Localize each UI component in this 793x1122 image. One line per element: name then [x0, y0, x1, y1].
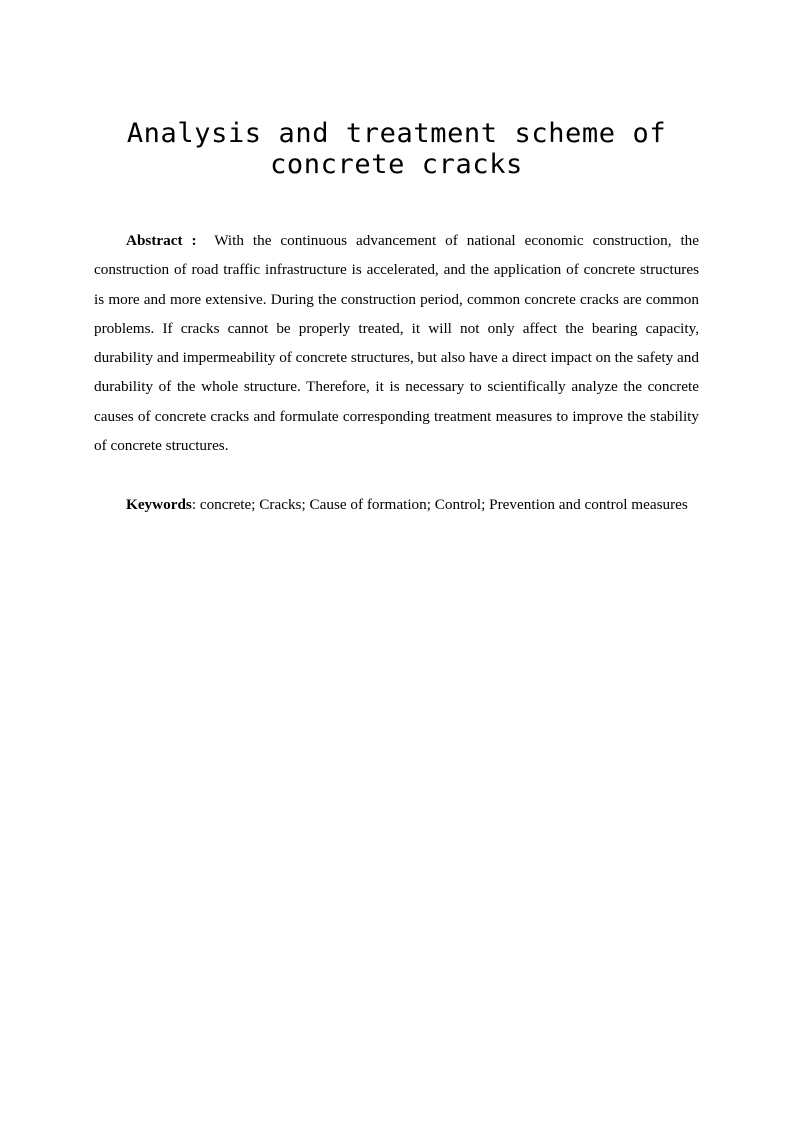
keywords-separator: :: [191, 496, 197, 513]
abstract-label: Abstract :: [126, 232, 197, 249]
page-title: Analysis and treatment scheme of concrete cracks: [126, 118, 667, 180]
keywords-paragraph: [94, 490, 699, 519]
abstract-text: With the continuous advancement of national economic construction, the construction of road traffic infrastructure is accelerated, and the application of concrete structures is more and more extensive. During the construction period, common concrete cracks are common problems. If cracks cannot be properly treated, it will not only affect the bearing capacity, durability and impermeability of concrete structures, but also have a direct impact on the safety and durability of the whole structure. Therefore, it is necessary to scientifically analyze the concrete causes of concrete cracks and formulate corresponding treatment measures to improve the stability of concrete structures.: [94, 232, 700, 455]
abstract-paragraph: [94, 226, 699, 460]
keywords-text: concrete; Cracks; Cause of formation; Control; Prevention and control measures: [199, 496, 688, 513]
keywords-label: Keywords: [126, 496, 192, 513]
